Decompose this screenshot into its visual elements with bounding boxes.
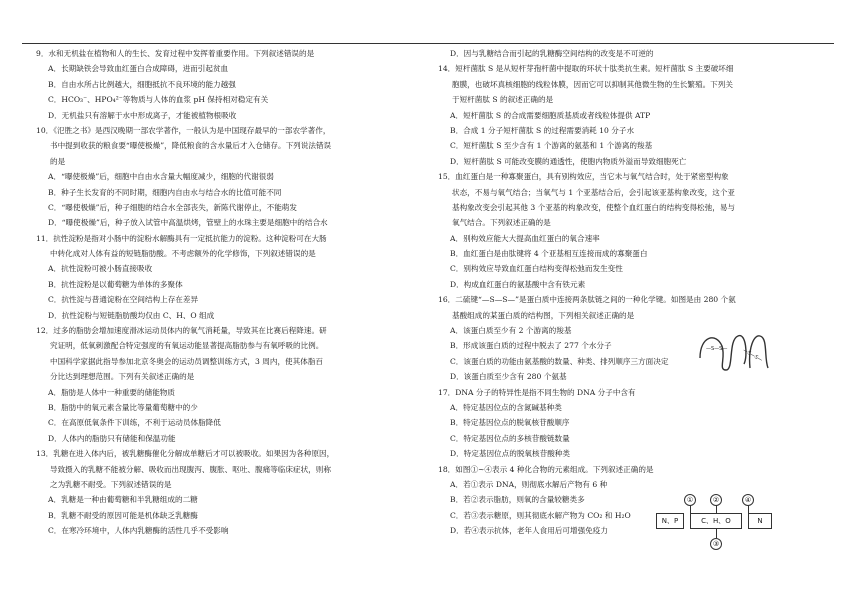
text-line: 氧气结合。下列叙述正确的是 <box>452 218 551 228</box>
text-line: C．抗性淀与普通淀粉在空间结构上存在差异 <box>48 295 199 305</box>
text-line: 9．水和无机盐在植物和人的生长、发育过程中发挥着重要作用。下列叙述错误的是 <box>36 49 315 58</box>
left-column <box>36 46 424 539</box>
text-line: 中转化成对人体有益的短链脂肪酸。不考虑额外的化学修饰，下列叙述错误的是 <box>50 249 316 259</box>
text-line: D．特定基因位点的脱氧核苷酸种类 <box>450 449 570 459</box>
text-line: C．HCO₃⁻、HPO₄²⁻等物质与人体的血浆 pH 保持相对稳定有关 <box>48 95 269 105</box>
text-line: D．人体内的脂肪只有储能和保温功能 <box>48 433 176 443</box>
text-line: 究证明，低氧刺激配合特定强度的有氧运动能显著提高脂肪参与有氧呼吸的比例。 <box>50 341 324 351</box>
text-line: 13．乳糖在进入体内后，被乳糖酶催化分解成单糖后才可以被吸收。如果因为各种原因， <box>36 449 335 459</box>
text-line: C．该蛋白质的功能由氨基酸的数量、种类、排列顺序三方面决定 <box>450 356 669 366</box>
text-line: B．抗性淀粉是以葡萄糖为单体的多聚体 <box>48 279 183 289</box>
marker-4: ④ <box>742 494 754 506</box>
text-line: 16．二硫键“—S—S—”是蛋白质中连接两条肽链之间的一种化学键。如图是由 280 个氨 <box>438 295 736 305</box>
text-line: 18．如图①~④表示 4 种化合物的元素组成。下列叙述正确的是 <box>438 464 654 474</box>
text-line: D．该蛋白质至少含有 280 个氨基 <box>450 372 567 382</box>
text-line: B．形成该蛋白质的过程中脱去了 277 个水分子 <box>450 341 612 351</box>
text-line: A．乳糖是一种由葡萄糖和半乳糖组成的二糖 <box>48 495 198 505</box>
connector <box>716 529 717 538</box>
marker-1: ① <box>684 494 696 506</box>
text-line: C．短杆菌肽 S 至少含有 1 个游离的氨基和 1 个游离的羧基 <box>450 141 653 151</box>
element-box-np: N、P <box>656 513 684 529</box>
text-line: B．种子生长发育的不同时期，细胞内自由水与结合水的比值可能不同 <box>48 187 282 197</box>
text-line: 15．血红蛋白是一种寡聚蛋白，具有别构效应，当它未与氧气结合时，处于紧密型构象 <box>438 172 729 182</box>
text-line: D．无机盐只有溶解于水中形成离子，才能被植物根吸收 <box>48 110 237 120</box>
text-line: 之为乳糖不耐受。下列叙述错误的是 <box>50 479 172 489</box>
text-line: 基酸组成的某蛋白质的结构图，下列相关叙述正确的是 <box>452 310 635 320</box>
text-line: C．“曝使极燥”后，种子细胞的结合水全部丧失，新陈代谢停止，不能萌发 <box>48 202 297 212</box>
text-line: 的是 <box>50 156 66 166</box>
text-line: C．别构效应导致血红蛋白结构变得松弛而发生变性 <box>450 264 623 274</box>
marker-2: ② <box>710 494 722 506</box>
text-line: A．“曝使极燥”后，细胞中自由水含量大幅度减少，细胞的代谢很弱 <box>48 172 274 182</box>
text-line: D．若④表示抗体，老年人食用后可增强免疫力 <box>450 526 608 536</box>
text-line: 12．过多的脂肪会增加速度滑冰运动员体内的氧气消耗量，导致其在比赛后程降速。研 <box>36 326 327 336</box>
text-line: A．脂肪是人体中一种重要的储能物质 <box>48 387 175 397</box>
header-rule <box>22 43 834 44</box>
text-line: C．在高原低氧条件下训练，不利于运动员体脂降低 <box>48 418 221 428</box>
text-line: D．抗性淀粉与短链脂肪酸均仅由 C、H、O 组成 <box>48 310 215 320</box>
text-line: B．自由水所占比例越大，细胞抵抗不良环境的能力越强 <box>48 79 236 89</box>
text-line: C．特定基因位点的多核苷酸链数量 <box>450 433 570 443</box>
disulfide-label: —S—S— <box>706 346 728 352</box>
text-line: 基构象改变会引起其他 3 个亚基的构象改变，使整个血红蛋白的结构变得松弛，易与 <box>452 202 736 212</box>
text-line: 于短杆菌肽 S 的叙述正确的是 <box>452 95 554 105</box>
text-line: D．短杆菌肽 S 可能改变膜的通透性，使胞内物质外溢而导致细胞死亡 <box>450 156 687 166</box>
text-line: 11．抗性淀粉是指对小肠中的淀粉水解酶具有一定抵抗能力的淀粉。这种淀粉可在大肠 <box>36 233 327 243</box>
text-line: B．血红蛋白是由肽键将 4 个亚基相互连接而成的寡聚蛋白 <box>450 249 648 259</box>
text-line: C．在寒冷环境中，人体内乳糖酶的活性几乎不受影响 <box>48 526 229 536</box>
connector <box>716 505 717 513</box>
polypeptide-chain-a <box>700 336 746 370</box>
text-line: 胞膜，也破坏真核细胞的线粒体膜，因而它可以抑制其他微生物的生长繁殖。下列关 <box>452 79 733 89</box>
element-box-n: N <box>748 513 772 529</box>
text-line: B．特定基因位点的脱氧核苷酸顺序 <box>450 418 570 428</box>
text-line: B．脂肪中的氧元素含量比等量葡萄糖中的少 <box>48 402 198 412</box>
text-line: C．若③表示糖原，则其彻底水解产物为 CO₂ 和 H₂O <box>450 510 631 520</box>
text-line: 状态，不易与氧气结合；当氧气与 1 个亚基结合后，会引起该亚基构象改变，这个亚 <box>452 187 736 197</box>
text-line: A．特定基因位点的含氮碱基种类 <box>450 402 562 412</box>
connector <box>748 505 749 513</box>
text-line: A．若①表示 DNA，则彻底水解后产物有 6 种 <box>450 479 608 489</box>
connector <box>690 505 691 513</box>
text-line: 14．短杆菌肽 S 是从短杆芽孢杆菌中提取的环状十肽类抗生素。短杆菌肽 S 主要破坏细 <box>438 64 734 74</box>
text-line: A．短杆菌肽 S 的合成需要细胞质基质或者线粒体提供 ATP <box>450 110 651 120</box>
text-line: A．别构效应能大大提高血红蛋白的氧合速率 <box>450 233 600 243</box>
disulfide-label: —S—S— <box>741 347 764 364</box>
text-line: 中国科学家据此指导参加北京冬奥会的运动员调整训练方式，3 周内，使其体脂百 <box>50 356 324 366</box>
text-line: B．若②表示脂肪，则氧的含量较糖类多 <box>450 495 585 505</box>
text-line: A．该蛋白质至少有 2 个游离的羧基 <box>450 326 572 336</box>
marker-3: ③ <box>710 538 722 550</box>
element-box-cho: C、H、O <box>690 513 742 529</box>
text-line: 导致摄入的乳糖不能被分解、吸收而出现腹泻、腹胀、呕吐、腹痛等临床症状，则称 <box>50 464 331 474</box>
protein-structure-figure <box>698 328 770 374</box>
element-composition-figure <box>656 494 774 552</box>
text-line: A．抗性淀粉可被小肠直接吸收 <box>48 264 153 274</box>
text-line: B．乳糖不耐受的原因可能是机体缺乏乳糖酶 <box>48 510 198 520</box>
right-column <box>438 46 763 539</box>
text-line: D．构成血红蛋白的氨基酸中含有铁元素 <box>450 279 586 289</box>
text-line: B．合成 1 分子短杆菌肽 S 的过程需要消耗 10 分子水 <box>450 125 635 135</box>
text-line: D．因与乳糖结合而引起的乳糖酶空间结构的改变是不可逆的 <box>450 49 654 58</box>
text-line: 10．《氾胜之书》是西汉晚期一部农学著作，一般认为是中国现存最早的一部农学著作， <box>36 125 331 135</box>
text-line: D．“曝使极燥”后，种子放入试管中高温烘烤，管壁上的水珠主要是细胞中的结合水 <box>48 218 328 228</box>
text-line: A．长期缺铁会导致血红蛋白合成障碍，进而引起贫血 <box>48 64 229 74</box>
text-line: 17．DNA 分子的特异性是指不同生物的 DNA 分子中含有 <box>438 387 636 397</box>
text-line: 书中提到收获的粮食要“曝使极燥”，降低粮食的含水量后才入仓储存。下列说法错误 <box>50 141 332 151</box>
text-line: 分比达到理想范围。下列有关叙述正确的是 <box>50 372 195 382</box>
